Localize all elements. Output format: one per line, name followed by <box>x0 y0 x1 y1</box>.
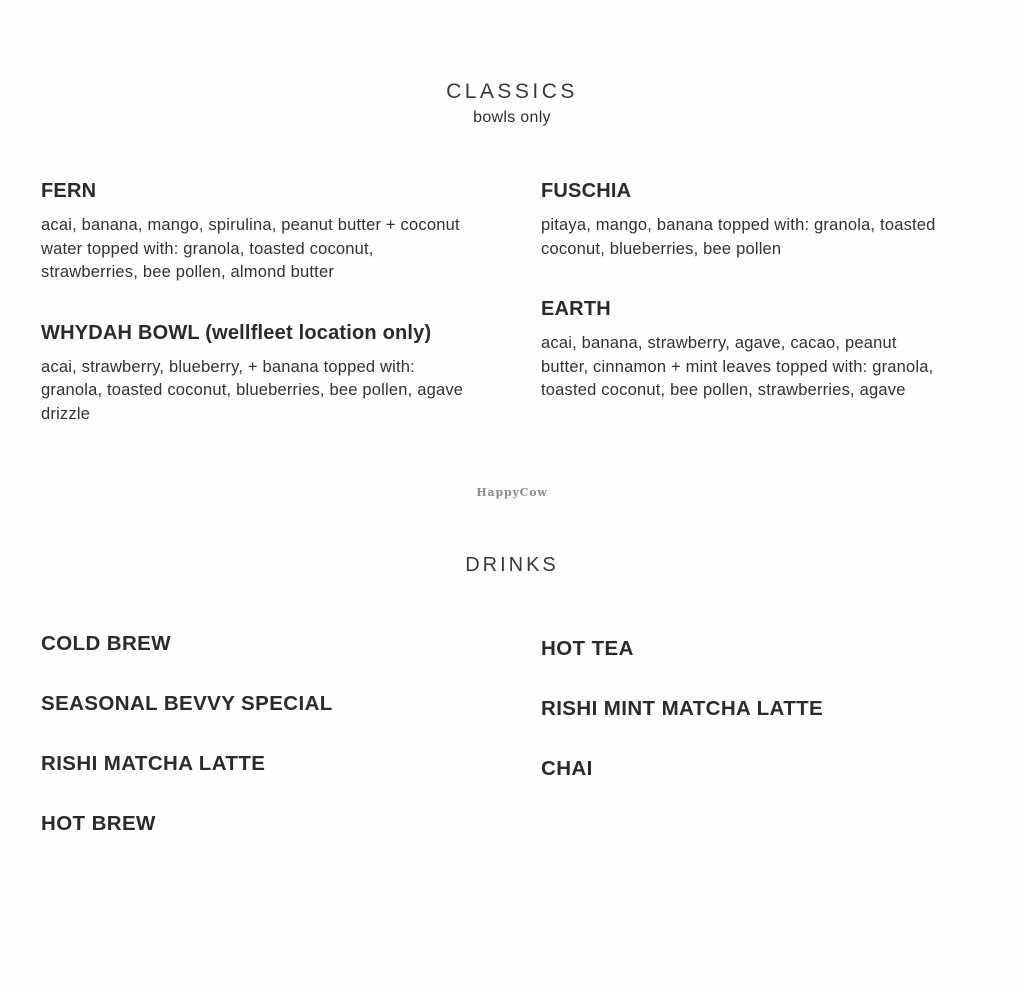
menu-item-fuschia <box>541 180 941 261</box>
classics-section-header <box>0 80 1024 127</box>
bowls-column-left <box>41 180 466 426</box>
drink-item-hot-brew: HOT BREW <box>41 812 156 835</box>
menu-item-name: WHYDAH BOWL (wellfleet location only) <box>41 321 432 344</box>
menu-item-name: FUSCHIA <box>541 180 632 202</box>
menu-item-whydah-bowl <box>41 322 466 427</box>
bowls-column-right <box>541 180 941 403</box>
menu-item-description: pitaya, mango, banana topped with: granola, toasted coconut, blueberries, bee pollen <box>541 216 936 258</box>
menu-item-description: acai, strawberry, blueberry, + banana topped with: granola, toasted coconut, blueberries, bee pollen, agave drizzle <box>41 357 464 423</box>
classics-subtitle: bowls only <box>473 109 551 126</box>
drink-item-chai: CHAI <box>541 757 593 780</box>
drink-item-seasonal-bevvy-special: SEASONAL BEVVY SPECIAL <box>41 692 333 715</box>
drink-item-cold-brew: COLD BREW <box>41 632 172 655</box>
drinks-title: DRINKS <box>465 554 559 576</box>
menu-item-earth <box>541 298 941 403</box>
drink-item-rishi-matcha-latte: RISHI MATCHA LATTE <box>41 752 266 775</box>
drinks-section-header <box>0 554 1024 577</box>
drinks-column-right <box>541 637 823 817</box>
classics-title: CLASSICS <box>446 80 578 103</box>
menu-item-description: acai, banana, mango, spirulina, peanut butter + coconut water topped with: granola, toasted coconut, strawberries, bee pollen, almond butter <box>41 216 460 281</box>
drink-item-hot-tea: HOT TEA <box>541 637 634 660</box>
drink-item-rishi-mint-matcha-latte: RISHI MINT MATCHA LATTE <box>541 697 824 720</box>
menu-item-name: EARTH <box>541 298 611 320</box>
happycow-watermark: HappyCow <box>476 486 548 499</box>
drinks-column-left <box>41 632 333 872</box>
menu-item-name: FERN <box>41 180 97 202</box>
menu-item-description: acai, banana, strawberry, agave, cacao, peanut butter, cinnamon + mint leaves topped with: granola, toasted coconut, bee pollen, strawberries, agave <box>541 334 934 399</box>
menu-item-fern <box>41 180 466 285</box>
